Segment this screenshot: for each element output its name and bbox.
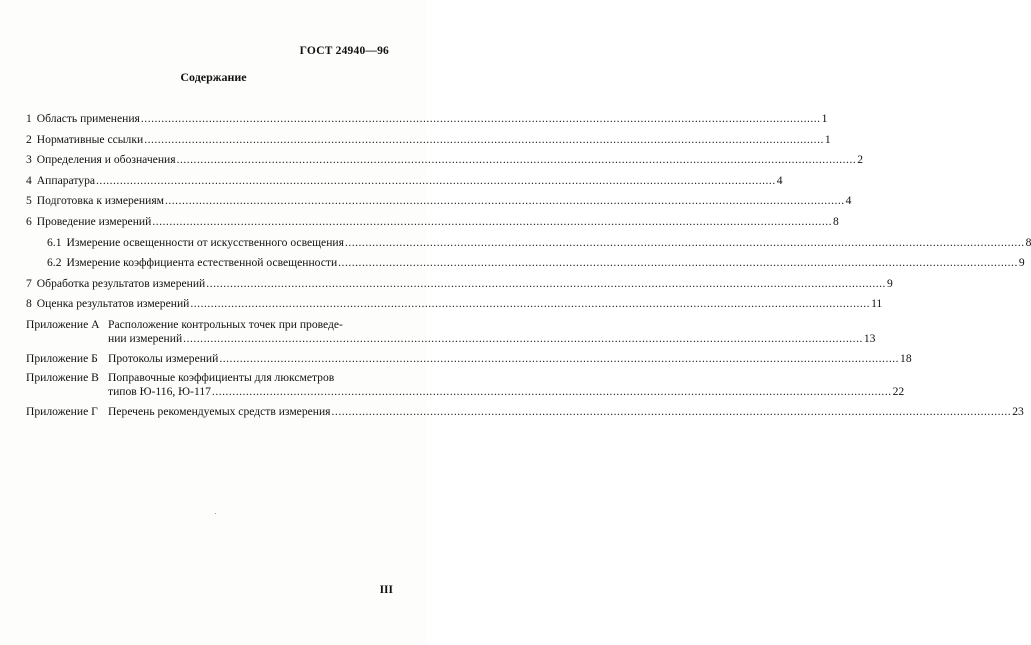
toc-entry-text: Измерение освещенности от искусственного освещения bbox=[66, 235, 344, 249]
toc-entry-page: 9 bbox=[1018, 256, 1025, 270]
toc-entry-page: 9 bbox=[886, 276, 893, 290]
toc-entry-number: 8 bbox=[26, 297, 32, 311]
toc-entry-2[interactable] bbox=[26, 132, 831, 154]
toc-entry-number: 6.1 bbox=[47, 235, 62, 249]
dot-leader bbox=[141, 112, 821, 126]
appendix-page: 23 bbox=[1012, 404, 1024, 418]
toc-entry-number: 5 bbox=[26, 194, 32, 208]
toc-entry-1[interactable] bbox=[26, 112, 828, 133]
page-number: III bbox=[379, 584, 393, 596]
toc-entry-number: 2 bbox=[26, 132, 32, 146]
appendix-page: 18 bbox=[900, 351, 912, 365]
dot-leader bbox=[96, 174, 776, 188]
dot-leader bbox=[165, 194, 845, 208]
toc-entry-page: 1 bbox=[824, 132, 831, 146]
toc-entry-page: 8 bbox=[833, 214, 839, 228]
toc-entry-text: Область применения bbox=[36, 112, 140, 125]
appendix-title-line2: нии измерений bbox=[108, 331, 183, 345]
toc-entry-text: Измерение коэффициента естественной освещенности bbox=[66, 256, 338, 270]
toc-entry-page: 1 bbox=[821, 112, 828, 125]
toc-entry-5[interactable] bbox=[26, 194, 852, 215]
toc-entry-page: 8 bbox=[1025, 235, 1031, 249]
toc-entry-3[interactable] bbox=[26, 153, 864, 174]
toc-entry-page: 4 bbox=[845, 194, 852, 208]
appendix-a-entry[interactable] bbox=[26, 317, 876, 352]
dot-leader bbox=[332, 405, 1012, 419]
dot-leader bbox=[206, 277, 886, 291]
toc-entry-number: 3 bbox=[26, 153, 32, 167]
appendix-v-entry[interactable] bbox=[26, 370, 905, 405]
appendix-g-entry[interactable] bbox=[26, 404, 1024, 423]
toc-entry-page: 2 bbox=[857, 153, 864, 167]
toc-entry-text: Подготовка к измерениям bbox=[36, 194, 164, 208]
toc-entry-number: 1 bbox=[26, 112, 32, 125]
appendix-label: Приложение Г bbox=[26, 404, 98, 418]
dot-leader bbox=[190, 297, 870, 311]
appendix-title-line1: Поправочные коэффициенты для люксметров bbox=[108, 370, 335, 384]
dot-leader bbox=[144, 133, 824, 147]
dot-leader bbox=[338, 256, 1018, 270]
dot-leader bbox=[177, 153, 857, 167]
toc-entry-text: Оценка результатов измерений bbox=[36, 297, 190, 311]
scan-speck bbox=[215, 513, 216, 514]
toc-entry-6[interactable] bbox=[26, 214, 839, 236]
dot-leader bbox=[152, 215, 832, 229]
dot-leader bbox=[345, 236, 1025, 250]
dot-leader bbox=[183, 332, 863, 346]
toc-entry-number: 7 bbox=[26, 276, 32, 290]
toc-entry-number: 6 bbox=[26, 214, 32, 228]
appendix-label: Приложение Б bbox=[26, 351, 98, 365]
appendix-title-line1: Перечень рекомендуемых средств измерения bbox=[108, 404, 331, 418]
appendix-page: 13 bbox=[863, 331, 876, 345]
toc-entry-7[interactable] bbox=[26, 276, 893, 298]
dot-leader bbox=[212, 385, 892, 399]
toc-entry-page: 11 bbox=[871, 297, 883, 311]
appendix-label: Приложение А bbox=[26, 317, 100, 331]
appendix-title-line1: Протоколы измерений bbox=[108, 351, 219, 365]
toc-entry-text: Определения и обозначения bbox=[36, 153, 176, 167]
toc-entry-6-2[interactable] bbox=[26, 256, 1025, 277]
appendix-title-line1: Расположение контрольных точек при проведе- bbox=[108, 317, 343, 331]
appendix-page: 22 bbox=[892, 384, 905, 398]
toc-title: Содержание bbox=[180, 70, 247, 84]
toc-entry-page: 4 bbox=[776, 173, 783, 187]
toc-entry-4[interactable] bbox=[26, 173, 783, 195]
dot-leader bbox=[219, 352, 899, 366]
appendix-title-line2: типов Ю-116, Ю-117 bbox=[108, 384, 211, 398]
standard-code: ГОСТ 24940—96 bbox=[299, 45, 389, 57]
toc-entry-6-1[interactable] bbox=[26, 235, 1031, 257]
toc-entry-text: Обработка результатов измерений bbox=[36, 276, 206, 290]
toc-entry-text: Проведение измерений bbox=[36, 214, 152, 228]
appendix-label: Приложение В bbox=[26, 370, 99, 384]
toc-entry-number: 6.2 bbox=[47, 256, 62, 270]
table-of-contents bbox=[26, 112, 1031, 423]
toc-entry-text: Аппаратура bbox=[36, 173, 96, 187]
toc-entry-text: Нормативные ссылки bbox=[36, 132, 144, 146]
toc-entry-number: 4 bbox=[26, 173, 32, 187]
appendix-b-entry[interactable] bbox=[26, 351, 912, 371]
toc-entry-8[interactable] bbox=[26, 297, 883, 318]
